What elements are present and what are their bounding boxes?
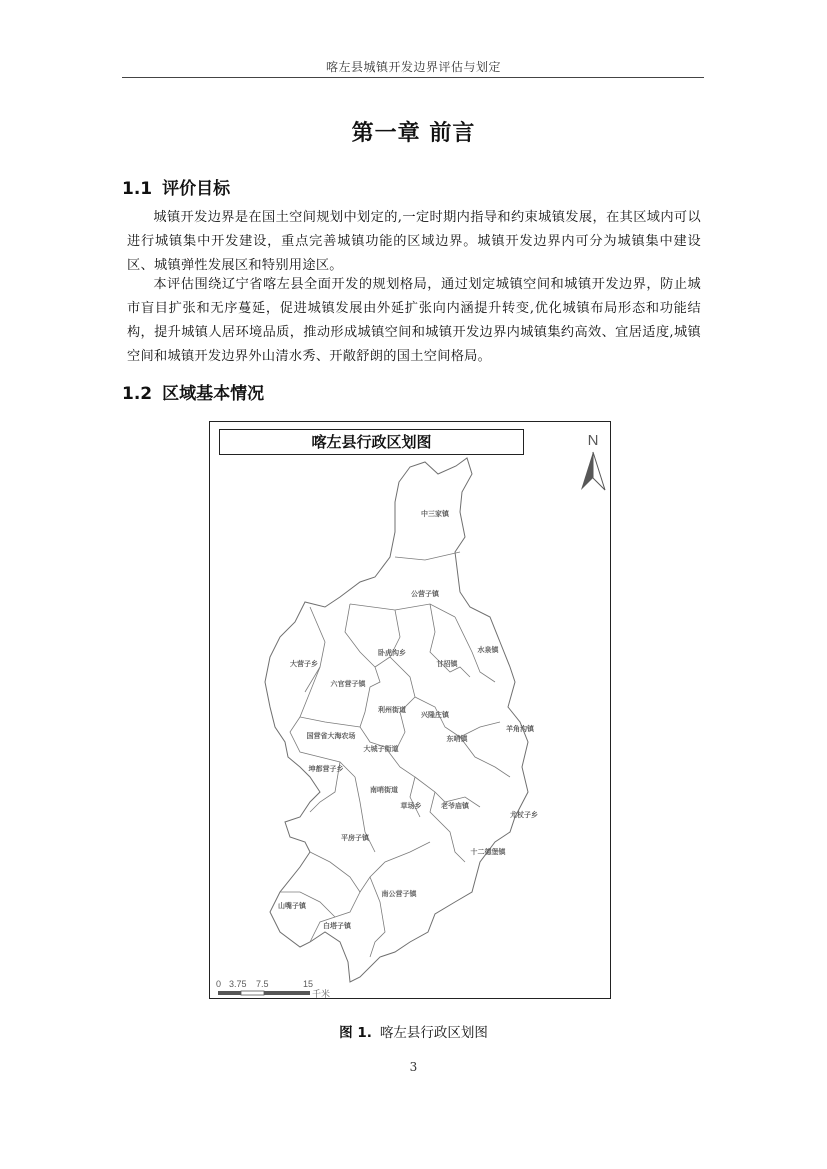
township-label: 草场乡 bbox=[400, 802, 422, 810]
map-title: 喀左县行政区划图 bbox=[219, 429, 524, 455]
township-label: 甘招镇 bbox=[436, 660, 458, 668]
north-arrow-outline-icon bbox=[593, 452, 605, 490]
scale-tick-label: 3.75 bbox=[229, 979, 247, 989]
map-figure bbox=[209, 421, 611, 999]
township-label: 大营子乡 bbox=[290, 660, 318, 668]
township-label: 羊角沟镇 bbox=[506, 725, 534, 733]
paragraph-1: 城镇开发边界是在国土空间规划中划定的,一定时期内指导和约束城镇发展，在其区域内可以进行城镇集中开发建设，重点完善城镇功能的区域边界。城镇开发边界内可分为城镇集中建设区、城镇弹性发展区和特别用途区。 bbox=[127, 210, 701, 273]
figure-caption bbox=[0, 1021, 827, 1041]
figure-caption-text: 喀左县行政区划图 bbox=[379, 1025, 488, 1041]
section-heading-1-1 bbox=[122, 174, 230, 199]
scale-tick-label: 15 bbox=[303, 979, 314, 989]
chapter-title: 第一章 前言 bbox=[351, 121, 476, 146]
township-label: 南公营子镇 bbox=[381, 890, 417, 898]
scale-segment bbox=[241, 991, 264, 995]
township-label: 国营省大海农场 bbox=[306, 732, 356, 740]
scale-bar bbox=[216, 979, 330, 998]
township-label: 水泉镇 bbox=[477, 646, 499, 654]
north-arrow-icon bbox=[581, 452, 593, 490]
scale-tick-label: 7.5 bbox=[256, 979, 269, 989]
township-label: 坤都营子乡 bbox=[308, 765, 344, 773]
township-label: 中三家镇 bbox=[421, 510, 449, 518]
township-labels bbox=[278, 509, 538, 930]
figure-label: 图 1. bbox=[339, 1025, 372, 1041]
township-label: 老爷庙镇 bbox=[441, 802, 469, 810]
section-number: 1.2 bbox=[122, 384, 153, 404]
map-canvas bbox=[210, 422, 610, 998]
township-label: 山嘴子镇 bbox=[278, 902, 306, 910]
township-label: 公营子镇 bbox=[411, 590, 439, 598]
township-label: 兴隆庄镇 bbox=[421, 711, 449, 719]
north-label: N bbox=[587, 432, 599, 449]
township-label: 十二德堡镇 bbox=[470, 848, 506, 856]
page-number: 3 bbox=[409, 1060, 418, 1074]
township-label: 尤杖子乡 bbox=[510, 811, 538, 819]
scale-segment bbox=[264, 991, 310, 995]
section-title: 区域基本情况 bbox=[162, 384, 265, 404]
scale-segment bbox=[218, 991, 241, 995]
header-rule bbox=[122, 77, 704, 78]
running-header: 喀左县城镇开发边界评估与划定 bbox=[325, 60, 501, 74]
section-heading-1-2 bbox=[122, 379, 264, 404]
township-label: 利州街道 bbox=[378, 706, 406, 714]
township-label: 东哨镇 bbox=[446, 735, 468, 743]
paragraph-2: 本评估围绕辽宁省喀左县全面开发的规划格局，通过划定城镇空间和城镇开发边界，防止城市盲目扩张和无序蔓延，促进城镇发展由外延扩张向内涵提升转变,优化城镇布局形态和功能结构，提升城镇人居环境品质，推动形成城镇空间和城镇开发边界内城镇集约高效、宜居适度,城镇空间和城镇开发边界外山清水秀、开敞舒朗的国土空间格局。 bbox=[127, 277, 701, 364]
township-label: 六官营子镇 bbox=[330, 680, 366, 688]
township-label: 白塔子镇 bbox=[323, 922, 351, 930]
township-label: 大城子街道 bbox=[363, 745, 399, 753]
section-title: 评价目标 bbox=[162, 179, 231, 199]
north-arrow bbox=[581, 432, 605, 490]
township-label: 南哨街道 bbox=[370, 786, 398, 794]
township-label: 卧虎沟乡 bbox=[378, 649, 406, 657]
section-number: 1.1 bbox=[122, 179, 153, 199]
scale-unit: 千米 bbox=[312, 989, 331, 998]
scale-tick-label: 0 bbox=[216, 979, 222, 989]
township-label: 平房子镇 bbox=[341, 834, 369, 842]
